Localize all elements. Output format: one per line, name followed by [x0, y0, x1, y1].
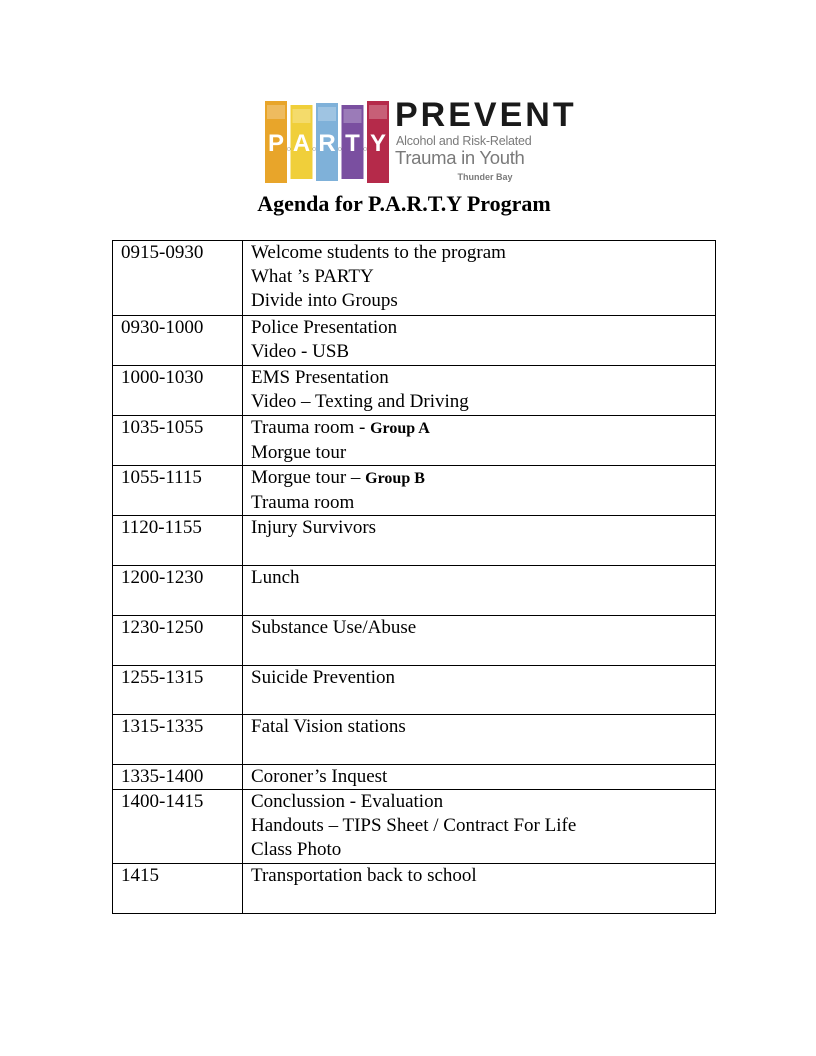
logo-text	[395, 96, 577, 187]
agenda-row	[113, 616, 716, 666]
activity-text: Substance Use/Abuse	[251, 617, 417, 638]
logo-door-panel	[318, 107, 336, 121]
activity-text: Fatal Vision stations	[251, 716, 406, 737]
agenda-time: 1230-1250	[113, 616, 243, 666]
agenda-table	[112, 240, 716, 914]
agenda-row	[113, 316, 716, 366]
activity-line	[251, 666, 715, 690]
group-label: Group B	[365, 470, 425, 487]
agenda-time: 1200-1230	[113, 566, 243, 616]
logo-door-letter: R	[318, 130, 336, 157]
activity-line	[251, 814, 715, 838]
agenda-activity	[243, 466, 716, 516]
agenda-activity	[243, 316, 716, 366]
agenda-row	[113, 666, 716, 715]
activity-line	[251, 566, 715, 590]
party-doors-logo-graphic	[263, 99, 391, 185]
logo-door-panel	[344, 109, 362, 123]
agenda-time: 1255-1315	[113, 666, 243, 715]
agenda-activity	[243, 765, 716, 790]
activity-line	[251, 441, 715, 465]
activity-line	[251, 340, 715, 364]
agenda-activity	[243, 666, 716, 715]
activity-line	[251, 466, 715, 491]
activity-text: Trauma room	[251, 492, 355, 513]
agenda-time: 1335-1400	[113, 765, 243, 790]
activity-line	[251, 838, 715, 862]
activity-text: Coroner’s Inquest	[251, 766, 388, 787]
logo-door-letter: P	[267, 130, 285, 157]
logo-door-panel	[369, 105, 387, 119]
activity-text: Police Presentation	[251, 317, 398, 338]
agenda-time: 0915-0930	[113, 241, 243, 316]
activity-text: Morgue tour –	[251, 467, 366, 488]
page-title: Agenda for P.A.R.T.Y Program	[257, 191, 551, 216]
agenda-time: 0930-1000	[113, 316, 243, 366]
logo-tagline-2: Trauma in Youth	[395, 147, 525, 168]
activity-line	[251, 491, 715, 515]
agenda-row	[113, 790, 716, 864]
activity-line	[251, 516, 715, 540]
agenda-time: 1120-1155	[113, 516, 243, 566]
agenda-time: 1055-1115	[113, 466, 243, 516]
party-prevent-logo	[263, 96, 577, 187]
activity-line	[251, 790, 715, 814]
logo-door-letter: Y	[369, 130, 387, 157]
activity-text: Suicide Prevention	[251, 667, 396, 688]
agenda-table-body	[113, 241, 716, 914]
logo-door-panel	[267, 105, 285, 119]
agenda-row	[113, 241, 716, 316]
agenda-activity	[243, 416, 716, 466]
agenda-time: 1000-1030	[113, 366, 243, 416]
agenda-activity	[243, 241, 716, 316]
logo-door-letter: A	[292, 130, 311, 157]
agenda-activity	[243, 566, 716, 616]
logo-location: Thunder Bay	[457, 172, 513, 182]
logo-tagline-1: Alcohol and Risk-Related	[396, 134, 532, 148]
activity-line	[251, 316, 715, 340]
agenda-time: 1315-1335	[113, 715, 243, 765]
agenda-activity	[243, 864, 716, 914]
activity-text: Morgue tour	[251, 442, 347, 463]
activity-line	[251, 265, 715, 289]
activity-text: Injury Survivors	[251, 517, 377, 538]
activity-line	[251, 390, 715, 414]
logo-brand: PREVENT	[395, 96, 577, 134]
activity-text: Trauma room -	[251, 417, 371, 438]
activity-text: Conclussion - Evaluation	[251, 791, 444, 812]
agenda-row	[113, 366, 716, 416]
group-label: Group A	[370, 420, 430, 437]
logo-dot	[313, 147, 316, 150]
activity-text: Welcome students to the program	[251, 242, 506, 263]
agenda-activity	[243, 790, 716, 864]
agenda-activity	[243, 715, 716, 765]
activity-text: What ’s PARTY	[251, 266, 374, 287]
activity-line	[251, 241, 715, 265]
activity-text: Video - USB	[251, 341, 350, 362]
activity-text: Class Photo	[251, 839, 342, 860]
logo-door-letter: T	[345, 130, 360, 157]
logo-dot	[287, 147, 290, 150]
agenda-row	[113, 765, 716, 790]
agenda-row	[113, 566, 716, 616]
agenda-row	[113, 715, 716, 765]
agenda-activity	[243, 616, 716, 666]
agenda-row	[113, 466, 716, 516]
activity-line	[251, 715, 715, 739]
activity-text: Handouts – TIPS Sheet / Contract For Life	[251, 815, 577, 836]
activity-text: Transportation back to school	[251, 865, 477, 886]
logo-dot	[364, 147, 367, 150]
agenda-time: 1035-1055	[113, 416, 243, 466]
activity-text: EMS Presentation	[251, 367, 389, 388]
activity-line	[251, 366, 715, 390]
agenda-row	[113, 864, 716, 914]
agenda-activity	[243, 516, 716, 566]
activity-text: Lunch	[251, 567, 300, 588]
logo-dot	[338, 147, 341, 150]
agenda-activity	[243, 366, 716, 416]
activity-text: Video – Texting and Driving	[251, 391, 469, 412]
activity-line	[251, 765, 715, 789]
activity-line	[251, 864, 715, 888]
activity-line	[251, 416, 715, 441]
agenda-time: 1415	[113, 864, 243, 914]
activity-line	[251, 289, 715, 313]
agenda-time: 1400-1415	[113, 790, 243, 864]
logo-door-panel	[293, 109, 311, 123]
agenda-row	[113, 416, 716, 466]
activity-text: Divide into Groups	[251, 290, 398, 311]
activity-line	[251, 616, 715, 640]
agenda-row	[113, 516, 716, 566]
